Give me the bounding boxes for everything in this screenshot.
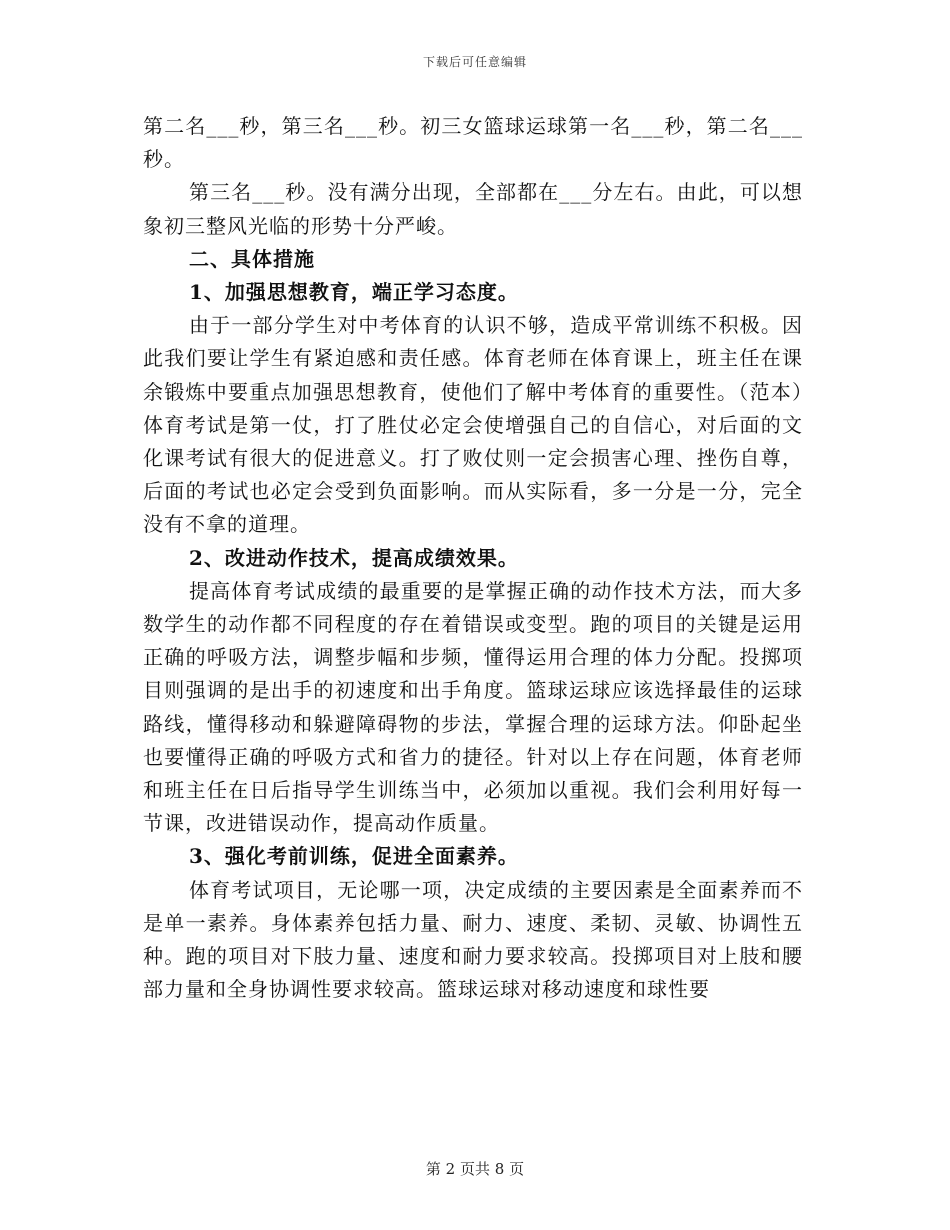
page-header: 下载后可任意编辑 xyxy=(422,55,527,69)
paragraph: 由于一部分学生对中考体育的认识不够，造成平常训练不积极。因此我们要让学生有紧迫感和责任感。体育老师在体育课上，班主任在课余锻炼中要重点加强思想教育，使他们了解中考体育的重要性。（范本）体育考试是第一仗，打了胜仗必定会使增强自己的自信心，对后面的文化课考试有很大的促进意义。打了败仗则一定会损害心理、挫伤自尊，后面的考试也必定会受到负面影响。而从实际看，多一分是一分，完全没有不拿的道理。 xyxy=(143,313,803,537)
subsection-heading: 1、加强思想教育，端正学习态度。 xyxy=(189,280,519,305)
paragraph: 体育考试项目，无论哪一项，决定成绩的主要因素是全面素养而不是单一素养。身体素养包括力量、耐力、速度、柔韧、灵敏、协调性五种。跑的项目对下肢力量、速度和耐力要求较高。投掷项目对上肢和腰部力量和全身协调性要求较高。篮球运球对移动速度和球性要 xyxy=(143,877,803,1002)
page-number: 第 2 页共 8 页 xyxy=(425,1160,525,1178)
paragraph: 提高体育考试成绩的最重要的是掌握正确的动作技术方法，而大多数学生的动作都不同程度的存在着错误或变型。跑的项目的关键是运用正确的呼吸方法，调整步幅和步频，懂得运用合理的体力分配。投掷项目则强调的是出手的初速度和出手角度。篮球运球应该选择最佳的运球路线，懂得移动和躲避障碍物的步法，掌握合理的运球方法。仰卧起坐也要懂得正确的呼吸方式和省力的捷径。针对以上存在问题，体育老师和班主任在日后指导学生训练当中，必须加以重视。我们会利用好每一节课，改进错误动作，提高动作质量。 xyxy=(143,578,803,836)
paragraph: 第二名___秒，第三名___秒。初三女篮球运球第一名___秒，第二名___秒。 xyxy=(143,114,803,172)
paragraph: 第三名___秒。没有满分出现，全部都在___分左右。由此，可以想象初三整风光临的形势十分严峻。 xyxy=(143,180,803,238)
section-heading: 二、具体措施 xyxy=(189,246,315,271)
subsection-heading: 2、改进动作技术，提高成绩效果。 xyxy=(189,545,519,570)
subsection-heading: 3、强化考前训练，促进全面素养。 xyxy=(189,844,519,869)
document-body xyxy=(143,110,803,1006)
